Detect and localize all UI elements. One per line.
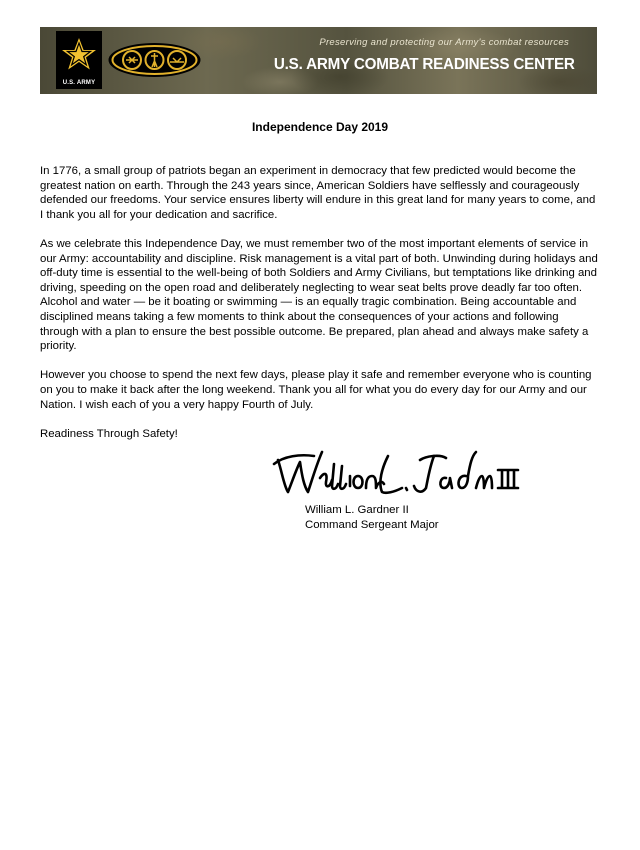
signature-block [305, 503, 439, 532]
logo-label: U.S. ARMY [62, 80, 96, 86]
letter-body [40, 164, 600, 456]
army-logo [56, 31, 102, 89]
banner-tagline: Preserving and protecting our Army's combat resources [319, 37, 569, 48]
paragraph: In 1776, a small group of patriots began an experiment in democracy that few predicted would become the greatest nation on earth. Through the 243 years since, American Soldiers have selflessly and courageously defended our freedoms. Your service ensures liberty will endure in this great land for many years to come, and I thank you all for your dedication and sacrifice. [40, 165, 596, 221]
closing-line: Readiness Through Safety! [40, 427, 178, 440]
paragraph: However you choose to spend the next few days, please play it safe and remember everyone who is counting on you to make it back after the long weekend. Thank you all for what you do every day for our Army and our Nation. I wish each of you a very happy Fourth of July. [40, 369, 592, 411]
signer-title: Command Sergeant Major [305, 518, 439, 531]
header-banner [40, 27, 597, 94]
safety-emblem-icon [107, 41, 202, 79]
letter-title: Independence Day 2019 [251, 120, 389, 134]
paragraph: As we celebrate this Independence Day, we must remember two of the most important elements of service in our Army: accountability and discipline. Risk management is a vital part of both. Unwinding during holidays and off-duty time is essential to the well-being of both Soldiers and Army Civilians, but temptations like drinking and driving, speeding on the open road and deliberately neglecting to wear seat belts prove deadly far too often. Alcohol and water — be it boating or swimming — is an equally tragic combination. Being accountable and disciplined means taking a few moments to think about the consequences of your actions and following through with a plan to ensure the best possible outcome. Be prepared, plan ahead and always make safety a priority. [40, 237, 598, 353]
signer-name: William L. Gardner II [305, 504, 409, 516]
handwritten-signature [270, 442, 522, 502]
organization-name: U.S. ARMY COMBAT READINESS CENTER [274, 56, 575, 73]
army-star-icon [56, 35, 102, 73]
